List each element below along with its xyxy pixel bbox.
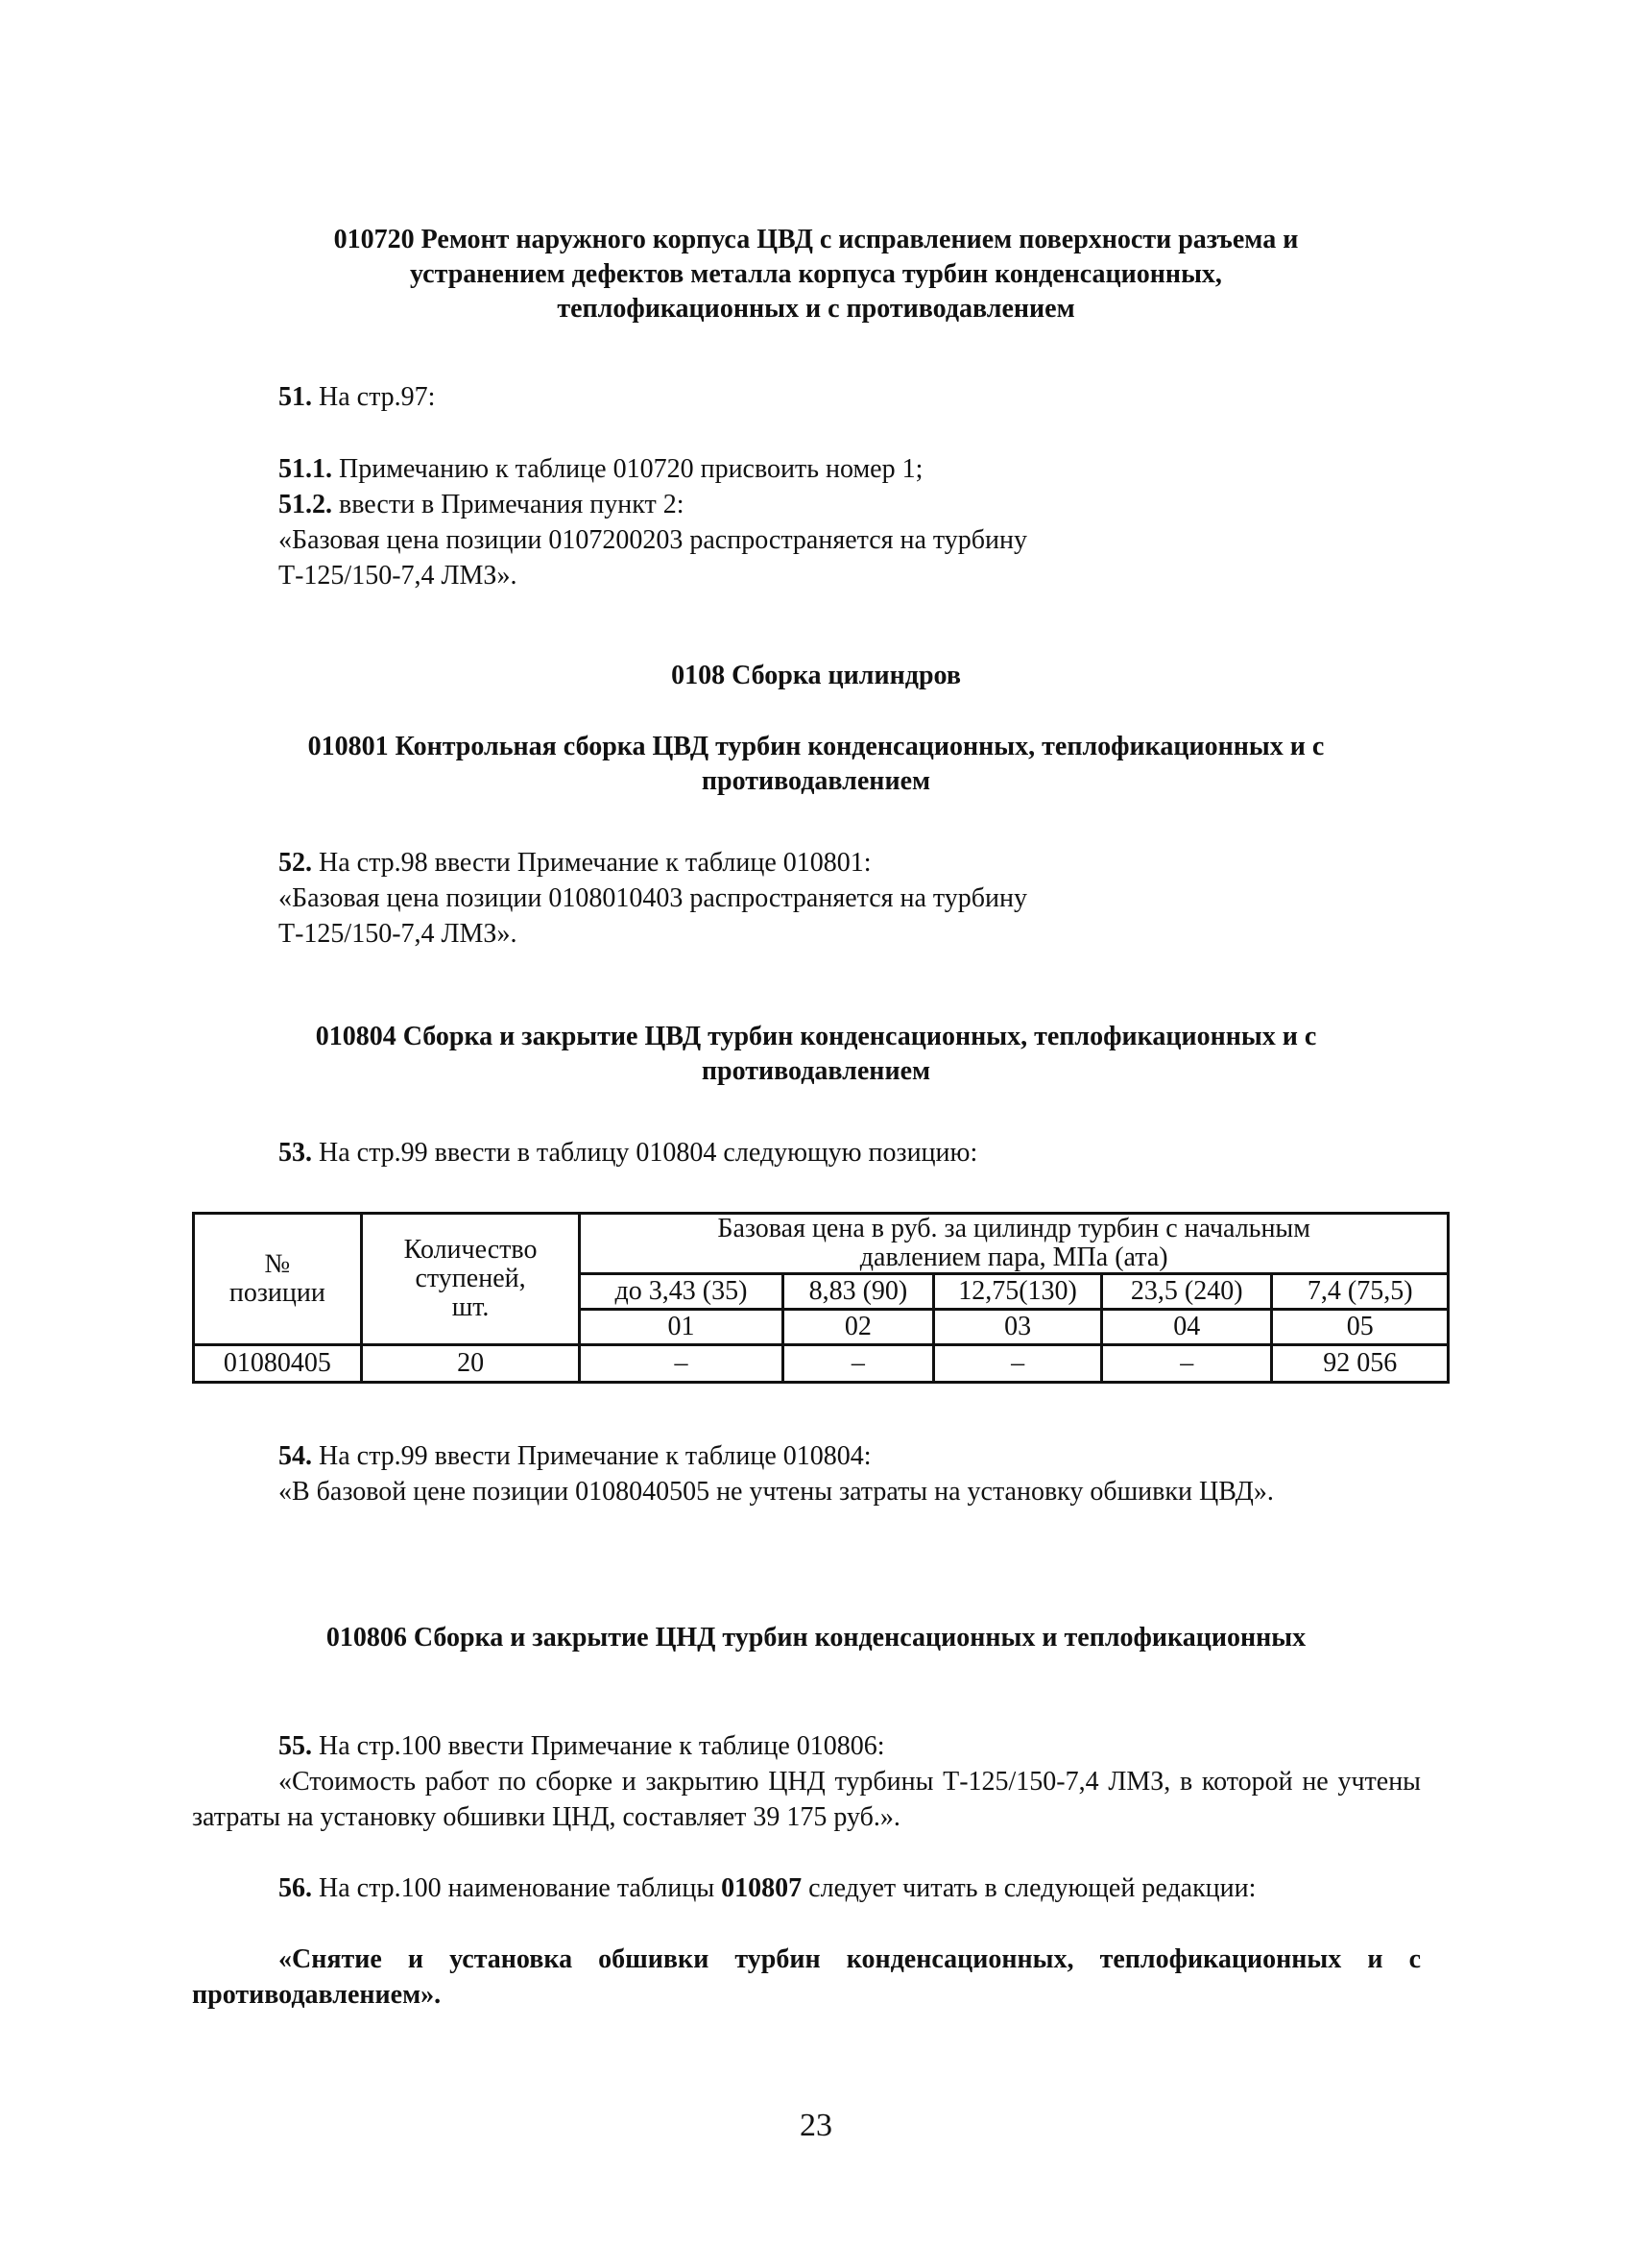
header-line: Базовая цена в руб. за цилиндр турбин с начальным: [717, 1214, 1310, 1243]
item-text: На стр.98 ввести Примечание к таблице 010801:: [312, 848, 872, 878]
quote-010804: «В базовой цене позиции 0108040505 не учтены затраты на установку обшивки ЦВД».: [278, 1477, 1274, 1507]
quote-line: «Базовая цена позиции 0108010403 распространяется на турбину: [278, 883, 1028, 913]
table-row: [194, 1345, 1449, 1383]
header-code: 05: [1272, 1310, 1449, 1345]
header-base-price: [580, 1214, 1449, 1274]
header-line: ступеней,: [415, 1264, 526, 1293]
item-51-1: [278, 451, 923, 487]
header-pressure: 7,4 (75,5): [1272, 1274, 1449, 1310]
price-table-010804: [192, 1212, 1450, 1384]
cell-price: –: [934, 1345, 1102, 1383]
header-steps-count: [361, 1214, 580, 1345]
item-number: 54.: [278, 1441, 312, 1471]
item-51-2: [278, 487, 684, 522]
item-number: 51.2.: [278, 490, 332, 519]
cell-steps: 20: [361, 1345, 580, 1383]
quote-010720: [278, 522, 1027, 593]
header-line: шт.: [451, 1292, 490, 1322]
cell-price: –: [580, 1345, 782, 1383]
heading-line: теплофикационных и с противодавлением: [557, 294, 1075, 324]
quote-010807: [192, 1942, 1421, 2013]
heading-line: противодавлением: [701, 1056, 931, 1086]
item-text: На стр.100 наименование таблицы: [312, 1873, 722, 1903]
item-number: 56.: [278, 1873, 312, 1903]
quote-line: Т-125/150-7,4 ЛМЗ».: [278, 919, 517, 949]
section-heading-010801: [192, 730, 1440, 799]
item-51: [278, 379, 435, 415]
header-pressure: до 3,43 (35): [580, 1274, 782, 1310]
heading-line: 010801 Контрольная сборка ЦВД турбин конденсационных, теплофикационных и с: [307, 732, 1325, 761]
header-code: 02: [782, 1310, 934, 1345]
cell-price: –: [1101, 1345, 1271, 1383]
item-text: следует читать в следующей редакции:: [802, 1873, 1257, 1903]
section-heading-010806: 010806 Сборка и закрытие ЦНД турбин конденсационных и теплофикационных: [325, 1623, 1307, 1653]
header-pressure: 12,75(130): [934, 1274, 1102, 1310]
item-number: 51.1.: [278, 454, 332, 484]
heading-line: 010720 Ремонт наружного корпуса ЦВД с исправлением поверхности разъема и: [333, 225, 1299, 254]
header-position-number: [194, 1214, 362, 1345]
item-55: [278, 1728, 885, 1764]
quote-line: «Базовая цена позиции 0107200203 распространяется на турбину: [278, 525, 1028, 555]
header-code: 03: [934, 1310, 1102, 1345]
quote-line: Т-125/150-7,4 ЛМЗ».: [278, 561, 517, 591]
item-53: [278, 1135, 977, 1170]
heading-line: противодавлением: [701, 766, 931, 796]
header-line: давлением пара, МПа (ата): [859, 1243, 1168, 1272]
item-text: На стр.99 ввести Примечание к таблице 010804:: [312, 1441, 872, 1471]
section-heading-0108: 0108 Сборка цилиндров: [671, 661, 961, 690]
item-text: ввести в Примечания пункт 2:: [332, 490, 684, 519]
header-pressure: 23,5 (240): [1101, 1274, 1271, 1310]
cell-price: 92 056: [1272, 1345, 1449, 1383]
item-text: Примечанию к таблице 010720 присвоить номер 1;: [332, 454, 924, 484]
quote-010806: «Стоимость работ по сборке и закрытию ЦНД турбины Т-125/150-7,4 ЛМЗ, в которой не учтены затраты на установку обшивки ЦНД, составляет 39 175 руб.».: [192, 1767, 1421, 1832]
header-pressure: 8,83 (90): [782, 1274, 934, 1310]
header-line: №: [264, 1249, 291, 1279]
section-heading-010804: [192, 1020, 1440, 1089]
section-heading-010720: [192, 223, 1440, 326]
heading-line: устранением дефектов металла корпуса турбин конденсационных,: [410, 259, 1222, 289]
item-number: 52.: [278, 848, 312, 878]
header-line: Количество: [403, 1235, 538, 1265]
heading-line: 010804 Сборка и закрытие ЦВД турбин конденсационных, теплофикационных и с: [315, 1022, 1317, 1051]
header-line: позиции: [228, 1278, 325, 1308]
cell-price: –: [782, 1345, 934, 1383]
table-reference: 010807: [721, 1873, 803, 1903]
item-text: На стр.97:: [312, 382, 436, 412]
header-code: 01: [580, 1310, 782, 1345]
item-number: 55.: [278, 1731, 312, 1761]
item-number: 51.: [278, 382, 312, 412]
item-text: На стр.99 ввести в таблицу 010804 следующую позицию:: [312, 1138, 978, 1168]
item-54: [278, 1438, 872, 1474]
item-text: На стр.100 ввести Примечание к таблице 010806:: [312, 1731, 885, 1761]
item-52: [278, 845, 872, 881]
quote-010801: [278, 881, 1027, 952]
item-56: [192, 1870, 1421, 1906]
cell-position: 01080405: [194, 1345, 362, 1383]
page-number: 23: [800, 2108, 832, 2143]
header-code: 04: [1101, 1310, 1271, 1345]
quote-text: «Снятие и установка обшивки турбин конденсационных, теплофикационных и с противодавлением».: [192, 1944, 1421, 2010]
item-number: 53.: [278, 1138, 312, 1168]
